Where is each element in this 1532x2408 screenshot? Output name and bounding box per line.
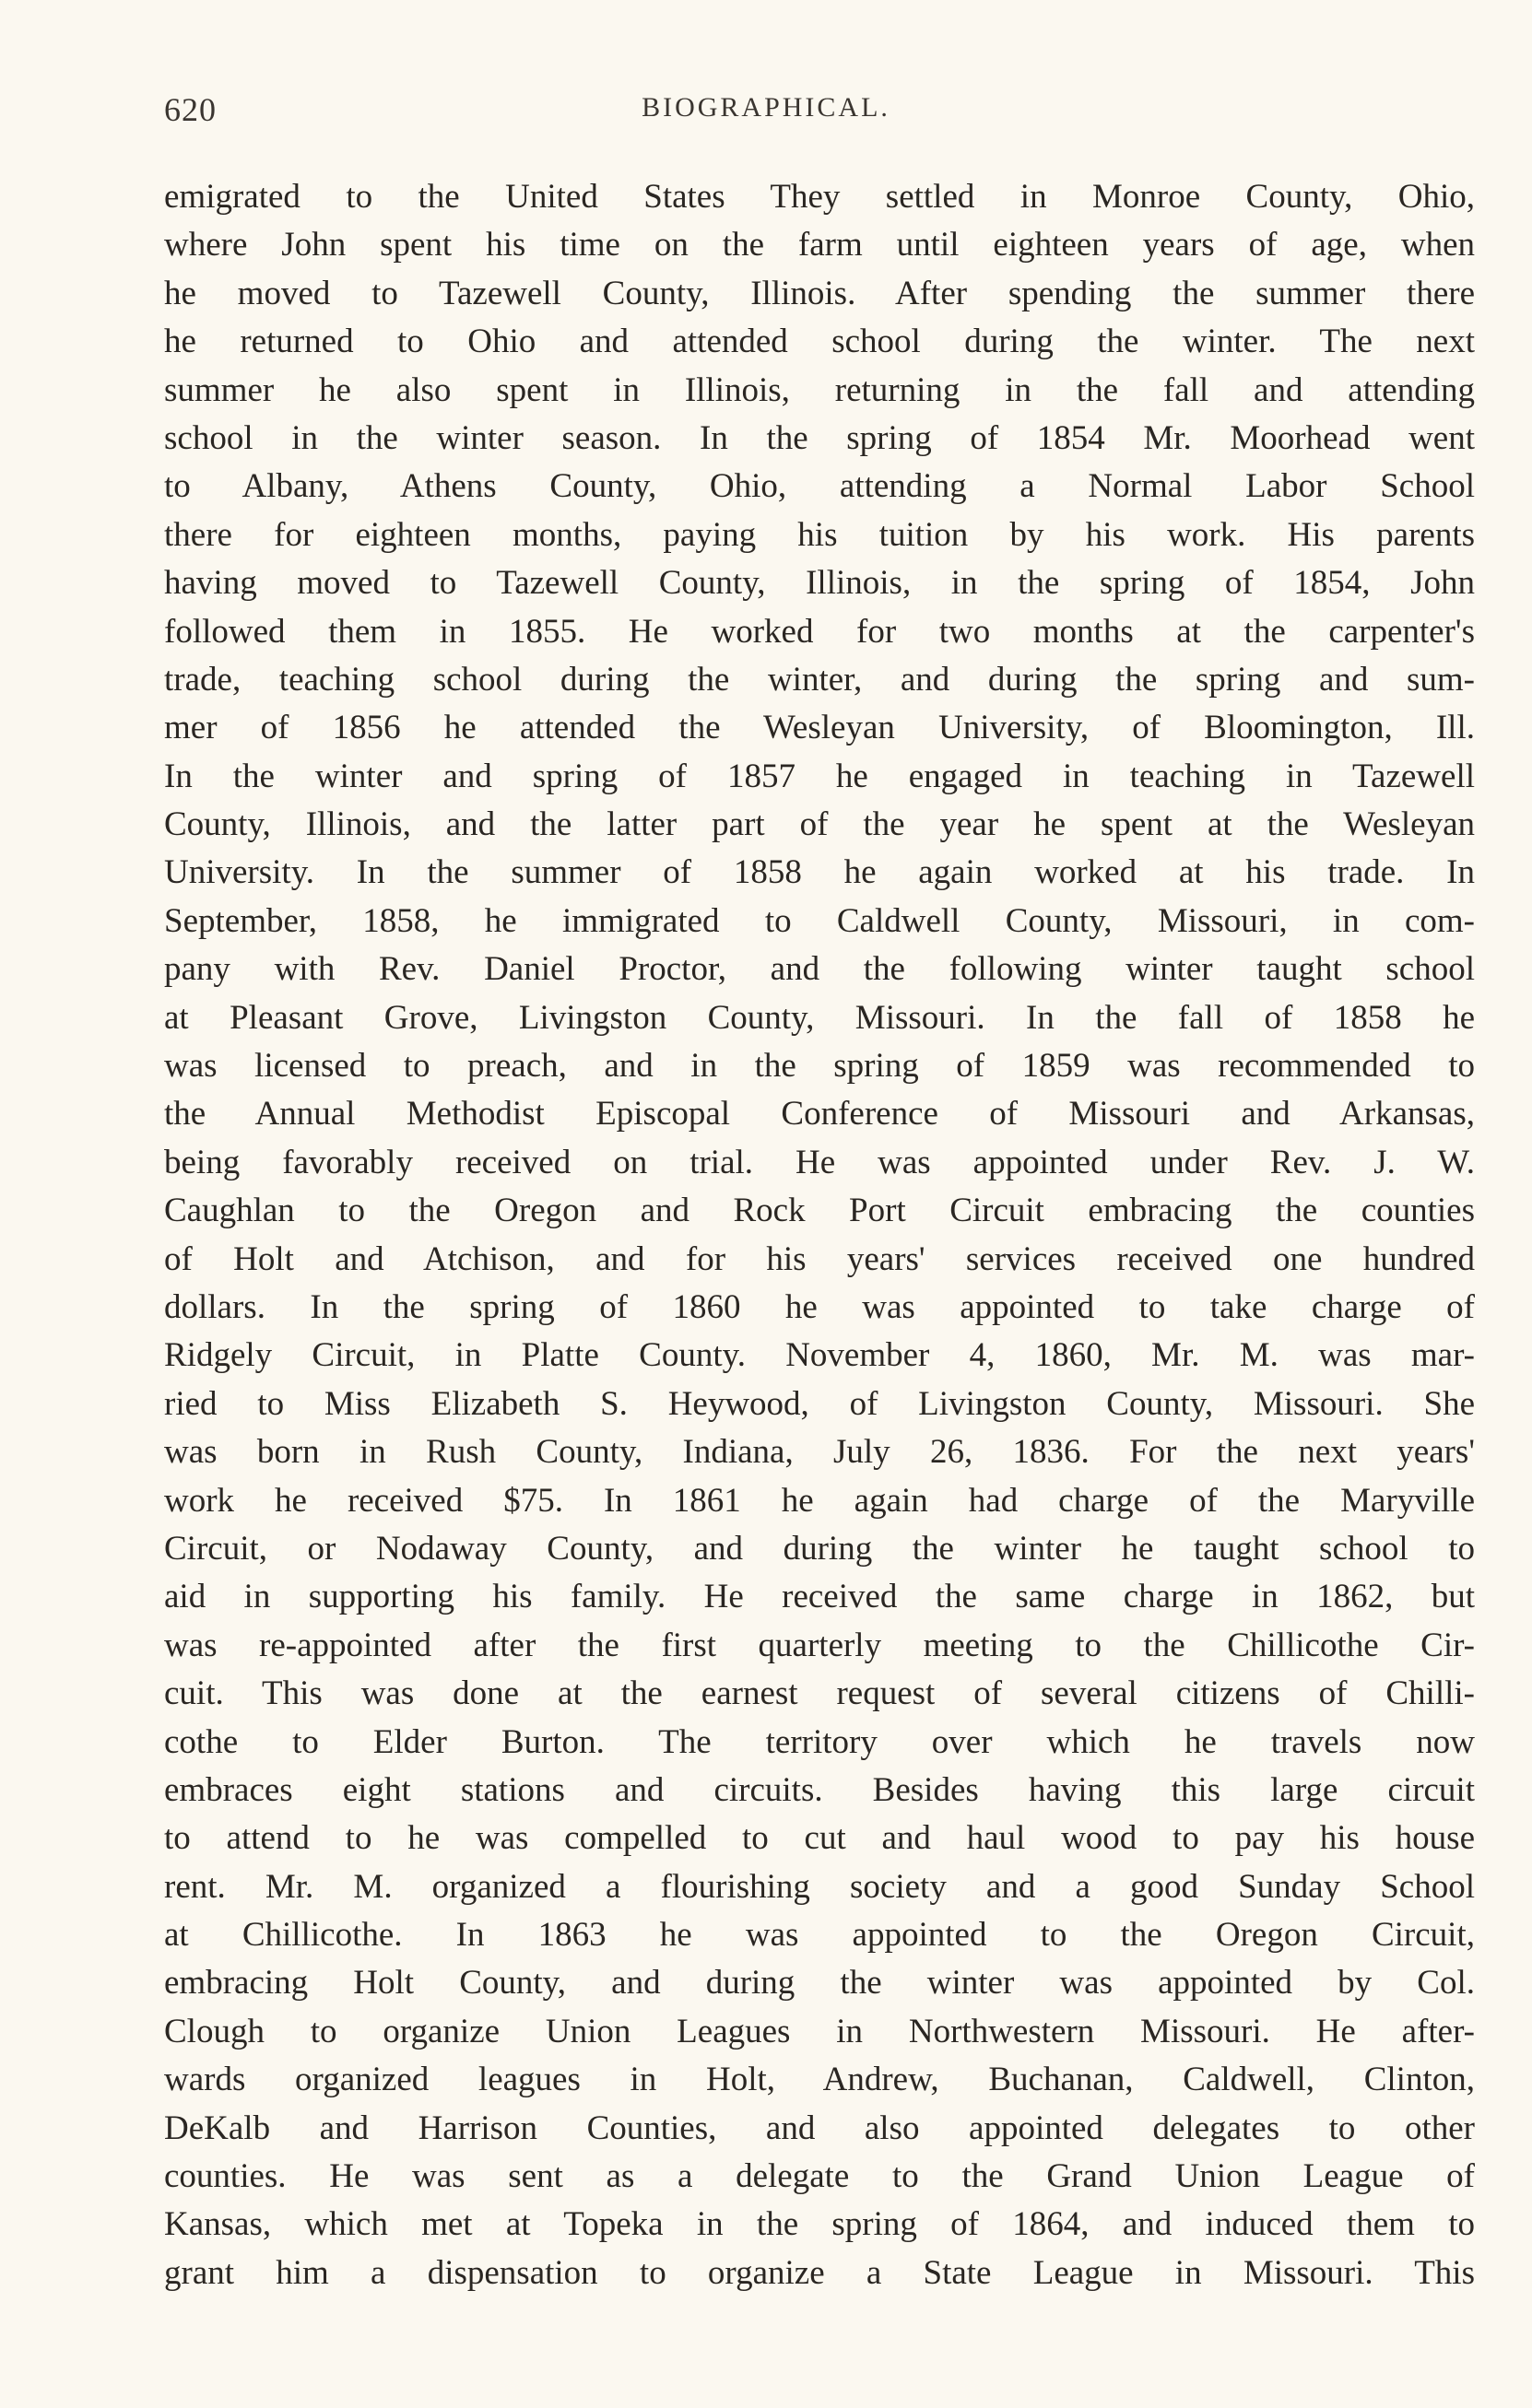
text-line: Ridgely Circuit, in Platte County. November 4, 1860, Mr. M. was mar-	[164, 1336, 1475, 1375]
text-line: of Holt and Atchison, and for his years' services received one hundred	[164, 1239, 1475, 1278]
text-line: at Pleasant Grove, Livingston County, Missouri. In the fall of 1858 he	[164, 998, 1475, 1037]
page-number: 620	[164, 91, 217, 128]
text-line: trade, teaching school during the winter, and during the spring and sum-	[164, 660, 1475, 699]
text-line: was re-appointed after the first quarterly meeting to the Chillicothe Cir-	[164, 1626, 1475, 1664]
text-line: he moved to Tazewell County, Illinois. After spending the summer there	[164, 274, 1475, 312]
text-line: to attend to he was compelled to cut and haul wood to pay his house	[164, 1819, 1475, 1858]
text-line: rent. Mr. M. organized a flourishing society and a good Sunday School	[164, 1867, 1475, 1906]
text-line: to Albany, Athens County, Ohio, attending a Normal Labor School	[164, 467, 1475, 506]
text-line: pany with Rev. Daniel Proctor, and the following winter taught school	[164, 950, 1475, 989]
text-line: embracing Holt County, and during the winter was appointed by Col.	[164, 1964, 1475, 2003]
text-line: counties. He was sent as a delegate to the Grand Union League of	[164, 2157, 1475, 2196]
text-line: cuit. This was done at the earnest request of several citizens of Chilli-	[164, 1674, 1475, 1713]
text-line: followed them in 1855. He worked for two months at the carpenter's	[164, 612, 1475, 651]
text-line: work he received $75. In 1861 he again had charge of the Maryville	[164, 1481, 1475, 1520]
text-line: Clough to organize Union Leagues in Northwestern Missouri. He after-	[164, 2012, 1475, 2050]
text-line: he returned to Ohio and attended school during the winter. The next	[164, 323, 1475, 361]
running-title: BIOGRAPHICAL.	[642, 92, 890, 123]
text-line: University. In the summer of 1858 he again worked at his trade. In	[164, 853, 1475, 892]
text-line: was licensed to preach, and in the spring of 1859 was recommended to	[164, 1047, 1475, 1086]
text-line: DeKalb and Harrison Counties, and also appointed delegates to other	[164, 2108, 1475, 2147]
text-line: In the winter and spring of 1857 he engaged in teaching in Tazewell	[164, 757, 1475, 795]
text-line: grant him a dispensation to organize a State League in Missouri. This	[164, 2253, 1475, 2292]
text-line: summer he also spent in Illinois, returning in the fall and attending	[164, 370, 1475, 409]
text-line: dollars. In the spring of 1860 he was appointed to take charge of	[164, 1287, 1475, 1326]
text-line: was born in Rush County, Indiana, July 26, 1836. For the next years'	[164, 1433, 1475, 1472]
text-line: cothe to Elder Burton. The territory over which he travels now	[164, 1722, 1475, 1761]
text-line: County, Illinois, and the latter part of the year he spent at the Wesleyan	[164, 805, 1475, 844]
text-line: aid in supporting his family. He received the same charge in 1862, but	[164, 1578, 1475, 1616]
text-line: being favorably received on trial. He was appointed under Rev. J. W.	[164, 1143, 1475, 1181]
text-line: emigrated to the United States They settled in Monroe County, Ohio,	[164, 178, 1475, 216]
text-line: the Annual Methodist Episcopal Conference of Missouri and Arkansas,	[164, 1095, 1475, 1134]
text-line: mer of 1856 he attended the Wesleyan University, of Bloomington, Ill.	[164, 709, 1475, 747]
text-line: Caughlan to the Oregon and Rock Port Circuit embracing the counties	[164, 1192, 1475, 1230]
text-line: embraces eight stations and circuits. Besides having this large circuit	[164, 1770, 1475, 1809]
text-line: school in the winter season. In the spring of 1854 Mr. Moorhead went	[164, 418, 1475, 457]
text-line: ried to Miss Elizabeth S. Heywood, of Livingston County, Missouri. She	[164, 1384, 1475, 1423]
text-line: wards organized leagues in Holt, Andrew, Buchanan, Caldwell, Clinton,	[164, 2061, 1475, 2099]
text-line: there for eighteen months, paying his tuition by his work. His parents	[164, 515, 1475, 554]
text-line: having moved to Tazewell County, Illinois, in the spring of 1854, John	[164, 564, 1475, 603]
text-line: Kansas, which met at Topeka in the spring of 1864, and induced them to	[164, 2205, 1475, 2244]
text-line: at Chillicothe. In 1863 he was appointed to the Oregon Circuit,	[164, 1916, 1475, 1955]
text-line: September, 1858, he immigrated to Caldwell County, Missouri, in com-	[164, 901, 1475, 940]
text-line: where John spent his time on the farm until eighteen years of age, when	[164, 226, 1475, 264]
text-line: Circuit, or Nodaway County, and during the winter he taught school to	[164, 1529, 1475, 1568]
body-text	[164, 173, 1475, 2297]
